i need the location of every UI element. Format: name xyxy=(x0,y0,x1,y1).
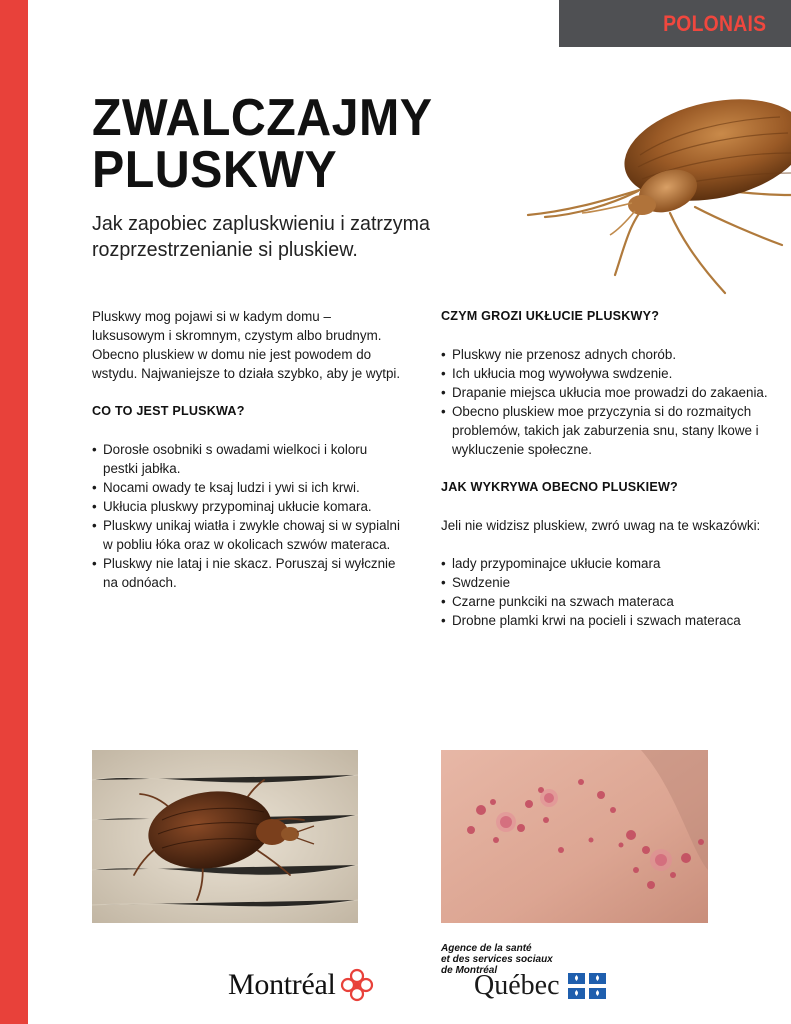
red-side-bar xyxy=(0,0,28,1024)
detection-intro: Jeli nie widzisz pluskiew, zwró uwag na te wskazówki: xyxy=(441,518,761,533)
bite-risks-list xyxy=(441,345,771,459)
bed-bug-photo xyxy=(92,750,358,923)
title-line-1: ZWALCZAJMY xyxy=(92,89,433,147)
montreal-logo xyxy=(228,965,375,1005)
list-item: • Dorosłe osobniki s owadami wielkoci i koloru pestki jabłka. xyxy=(92,440,402,478)
agency-line-1: Agence de la santé xyxy=(441,943,532,954)
what-is-bedbug-list xyxy=(92,440,402,592)
what-is-bedbug-heading: CO TO JEST PLUSKWA? xyxy=(92,404,245,418)
intro-paragraph: Pluskwy mog pojawi si w kadym domu – luksusowym i skromnym, czystym albo brudnym. Obecno pluskiew w domu nie jest powodem do wstydu. Najwaniejsze to działa szybko, aby je wytpi. xyxy=(92,309,401,381)
page-subtitle: Jak zapobiec zapluskwieniu i zatrzyma rozprzestrzenianie si pluskiew. xyxy=(92,212,430,261)
agency-line-3: de Montréal xyxy=(441,965,498,976)
agency-line-2: et des services sociaux xyxy=(441,954,553,965)
montreal-rosette-icon xyxy=(339,967,375,1003)
detection-list xyxy=(441,554,771,630)
list-item: • Pluskwy nie przenosz adnych chorób. xyxy=(441,345,771,364)
list-item: • Czarne punkciki na szwach materaca xyxy=(441,592,771,611)
bed-bug-hero-image xyxy=(520,95,791,305)
list-item: • Nocami owady te ksaj ludzi i ywi si ich krwi. xyxy=(92,478,402,497)
left-column xyxy=(92,307,402,611)
list-item: • Obecno pluskiew moe przyczynia si do rozmaitych problemów, takich jak zaburzenia snu, stany lkowe i wykluczenie społeczne. xyxy=(441,402,771,459)
title-line-2: PLUSKWY xyxy=(92,141,338,199)
bite-marks-photo xyxy=(441,750,708,923)
quebec-logo xyxy=(474,970,606,1002)
list-item: • Pluskwy unikaj wiatła i zwykle chowaj si w sypialni w pobliu łóka oraz w okolicach szwów materaca. xyxy=(92,516,402,554)
list-item: • lady przypominajce ukłucie komara xyxy=(441,554,771,573)
language-label: POLONAIS xyxy=(662,10,766,36)
right-column xyxy=(441,307,771,649)
list-item: • Swdzenie xyxy=(441,573,771,592)
list-item: • Drobne plamki krwi na pocieli i szwach materaca xyxy=(441,611,771,630)
list-item: • Ukłucia pluskwy przypominaj ukłucie komara. xyxy=(92,497,402,516)
bite-risks-heading: CZYM GROZI UKŁUCIE PLUSKWY? xyxy=(441,309,660,323)
quebec-flag-icon xyxy=(568,973,606,999)
quebec-wordmark: Québec xyxy=(474,970,560,1001)
detection-heading: JAK WYKRYWA OBECNO PLUSKIEW? xyxy=(441,480,678,494)
page-title xyxy=(92,89,532,199)
list-item: • Pluskwy nie lataj i nie skacz. Poruszaj si wyłcznie na odnóach. xyxy=(92,554,402,592)
language-tab xyxy=(559,0,791,47)
montreal-wordmark: Montréal xyxy=(228,968,336,1001)
list-item: • Ich ukłucia mog wywoływa swdzenie. xyxy=(441,364,771,383)
list-item: • Drapanie miejsca ukłucia moe prowadzi do zakaenia. xyxy=(441,383,771,402)
